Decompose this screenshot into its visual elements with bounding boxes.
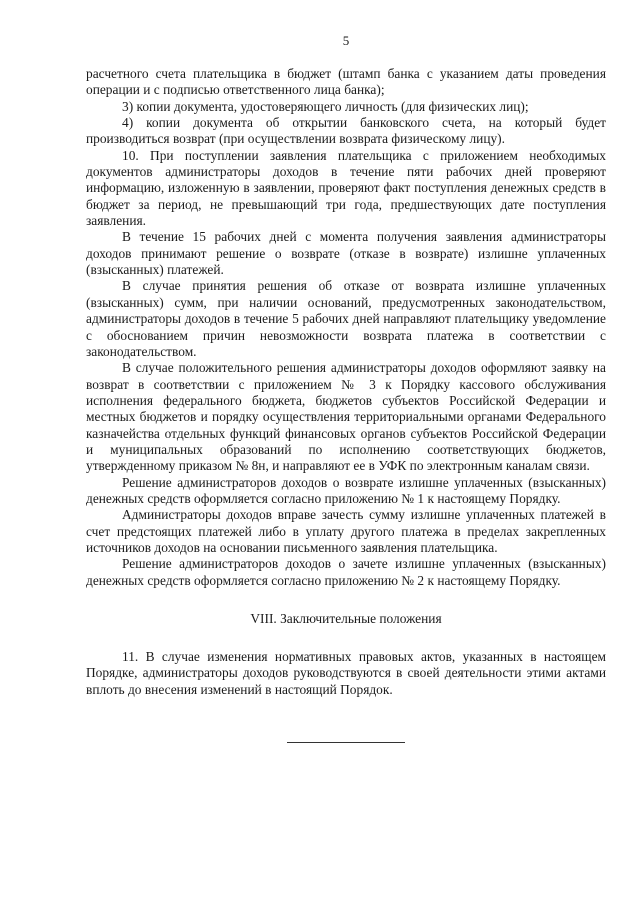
paragraph: 4) копии документа об открытии банковского счета, на который будет производиться возврат (при осуществлении возврата физическому лицу). <box>86 115 606 147</box>
paragraph: 10. При поступлении заявления плательщика с приложением необходимых документов администраторы доходов в течение пяти рабочих дней проверяют информацию, изложенную в заявлении, проверяют факт поступления денежных средств в бюджет за период, не превышающий три года, предшествующих дате поступления заявления. <box>86 147 606 229</box>
paragraph: Решение администраторов доходов о возврате излишне уплаченных (взысканных) денежных средств оформляется согласно приложению № 1 к настоящему Порядку. <box>86 474 606 506</box>
paragraph: расчетного счета плательщика в бюджет (штамп банка с указанием даты проведения операции и с подписью ответственного лица банка); <box>86 66 606 98</box>
paragraph: В случае положительного решения администраторы доходов оформляют заявку на возврат в соответствии с приложением № 3 к Порядку кассового обслуживания исполнения федерального бюджета, бюджетов субъектов Российской Федерации и местных бюджетов и порядку осуществления территориальными органами Федерального казначейства отдельных функций финансовых органов субъектов Российской Федерации и муниципальных образований по исполнению соответствующих бюджетов, утвержденному приказом № 8н, и направляют ее в УФК по электронным каналам связи. <box>86 360 606 474</box>
section-heading: VIII. Заключительные положения <box>250 611 442 626</box>
paragraph: 11. В случае изменения нормативных правовых актов, указанных в настоящем Порядке, администраторы доходов руководствуются в своей деятельности этими актами вплоть до внесения изменений в настоящий Порядок. <box>86 649 606 697</box>
end-rule-divider <box>287 742 405 743</box>
paragraph: В случае принятия решения об отказе от возврата излишне уплаченных (взысканных) сумм, при наличии оснований, предусмотренных законодательством, администраторы доходов в течение 5 рабочих дней направляют плательщику уведомление с обоснованием причин невозможности возврата платежа в соответствии с законодательством. <box>86 278 606 359</box>
paragraph: В течение 15 рабочих дней с момента получения заявления администраторы доходов принимают решение о возврате (отказе в возврате) излишне уплаченных (взысканных) платежей. <box>86 229 606 278</box>
paragraph: Администраторы доходов вправе зачесть сумму излишне уплаченных платежей в счет предстоящих платежей либо в уплату другого платежа в пределах закрепленных источников доходов на основании письменного заявления плательщика. <box>86 507 606 555</box>
body-text-bottom <box>86 649 606 698</box>
page-number: 5 <box>342 33 350 48</box>
paragraph: Решение администраторов доходов о зачете излишне уплаченных (взысканных) денежных средств оформляется согласно приложению № 2 к настоящему Порядку. <box>86 556 606 588</box>
body-text-top <box>86 66 606 589</box>
paragraph: 3) копии документа, удостоверяющего личность (для физических лиц); <box>122 98 529 114</box>
